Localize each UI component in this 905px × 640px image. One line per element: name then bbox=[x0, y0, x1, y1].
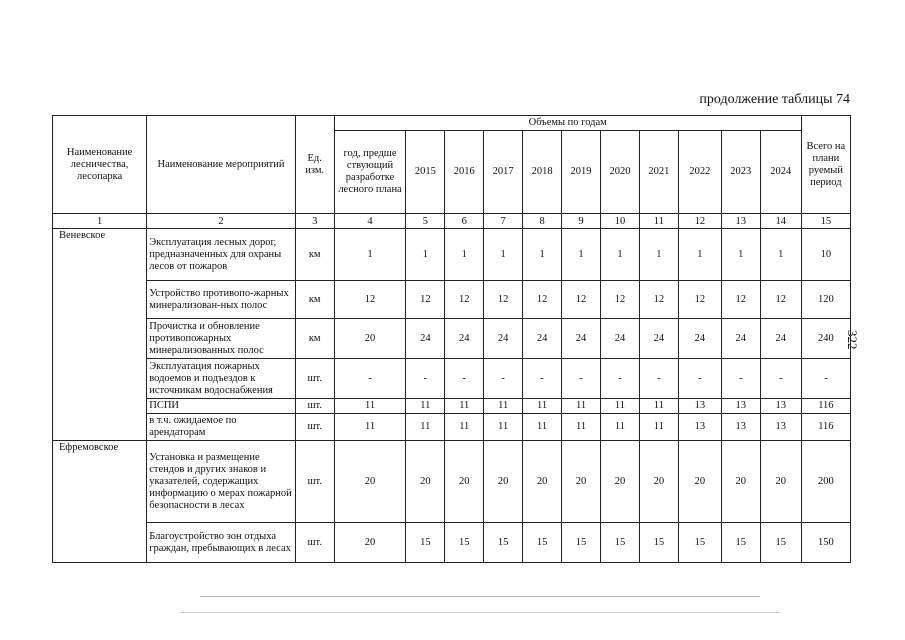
year-value-cell: 15 bbox=[562, 523, 601, 563]
fire-safety-measures-table bbox=[52, 115, 851, 563]
year-value-cell: 1 bbox=[523, 229, 562, 281]
year-value-cell: 11 bbox=[639, 399, 678, 414]
year-value-cell: 12 bbox=[760, 281, 801, 319]
year-value-cell: 11 bbox=[600, 399, 639, 414]
year-value-cell: 20 bbox=[678, 441, 721, 523]
year-value-cell: 24 bbox=[600, 319, 639, 359]
year-value-cell: 12 bbox=[721, 281, 760, 319]
header-year-2015: 2015 bbox=[406, 131, 445, 214]
total-cell: 116 bbox=[801, 399, 850, 414]
table-row bbox=[53, 319, 851, 359]
year-value-cell: 11 bbox=[406, 414, 445, 441]
column-number: 3 bbox=[295, 214, 334, 229]
prior-year-cell: 20 bbox=[334, 523, 406, 563]
year-value-cell: 20 bbox=[721, 441, 760, 523]
year-value-cell: 11 bbox=[562, 399, 601, 414]
year-value-cell: 1 bbox=[639, 229, 678, 281]
year-value-cell: 20 bbox=[484, 441, 523, 523]
page-number: 322 bbox=[845, 330, 860, 350]
header-total: Всего на плани руемый период bbox=[801, 116, 850, 214]
year-value-cell: - bbox=[600, 359, 639, 399]
year-value-cell: - bbox=[406, 359, 445, 399]
unit-cell: км bbox=[295, 319, 334, 359]
total-cell: 150 bbox=[801, 523, 850, 563]
year-value-cell: 11 bbox=[562, 414, 601, 441]
unit-cell: км bbox=[295, 281, 334, 319]
table-row bbox=[53, 441, 851, 523]
forestry-cell bbox=[53, 414, 147, 441]
column-number: 12 bbox=[678, 214, 721, 229]
year-value-cell: - bbox=[760, 359, 801, 399]
column-number: 4 bbox=[334, 214, 406, 229]
year-value-cell: 13 bbox=[721, 414, 760, 441]
year-value-cell: 13 bbox=[721, 399, 760, 414]
unit-cell: шт. bbox=[295, 523, 334, 563]
year-value-cell: 15 bbox=[600, 523, 639, 563]
activity-cell: ПСПИ bbox=[147, 399, 296, 414]
year-value-cell: 15 bbox=[523, 523, 562, 563]
year-value-cell: 15 bbox=[639, 523, 678, 563]
year-value-cell: 20 bbox=[406, 441, 445, 523]
total-cell: 240 bbox=[801, 319, 850, 359]
year-value-cell: 24 bbox=[523, 319, 562, 359]
year-value-cell: 15 bbox=[678, 523, 721, 563]
year-value-cell: 12 bbox=[523, 281, 562, 319]
activity-cell: Устройство противопо-жарных минерализован-ных полос bbox=[147, 281, 296, 319]
table-row bbox=[53, 229, 851, 281]
year-value-cell: 13 bbox=[760, 414, 801, 441]
year-value-cell: 20 bbox=[445, 441, 484, 523]
activity-cell: Эксплуатация пожарных водоемов и подъездов к источникам водоснабжения bbox=[147, 359, 296, 399]
prior-year-cell: 11 bbox=[334, 399, 406, 414]
activity-cell: Прочистка и обновление противопожарных минерализованных полос bbox=[147, 319, 296, 359]
column-number: 14 bbox=[760, 214, 801, 229]
year-value-cell: 11 bbox=[484, 399, 523, 414]
year-value-cell: 20 bbox=[600, 441, 639, 523]
column-number: 6 bbox=[445, 214, 484, 229]
table-row bbox=[53, 281, 851, 319]
column-number: 10 bbox=[600, 214, 639, 229]
header-unit: Ед. изм. bbox=[295, 116, 334, 214]
year-value-cell: 12 bbox=[445, 281, 484, 319]
year-value-cell: 1 bbox=[406, 229, 445, 281]
year-value-cell: - bbox=[562, 359, 601, 399]
year-value-cell: 13 bbox=[678, 399, 721, 414]
year-value-cell: 15 bbox=[445, 523, 484, 563]
table-row bbox=[53, 414, 851, 441]
year-value-cell: 11 bbox=[523, 399, 562, 414]
year-value-cell: 24 bbox=[445, 319, 484, 359]
year-value-cell: 11 bbox=[445, 414, 484, 441]
year-value-cell: - bbox=[484, 359, 523, 399]
unit-cell: шт. bbox=[295, 359, 334, 399]
unit-cell: км bbox=[295, 229, 334, 281]
year-value-cell: 1 bbox=[678, 229, 721, 281]
header-year-2016: 2016 bbox=[445, 131, 484, 214]
unit-cell: шт. bbox=[295, 441, 334, 523]
column-number: 8 bbox=[523, 214, 562, 229]
header-year-2023: 2023 bbox=[721, 131, 760, 214]
year-value-cell: 12 bbox=[639, 281, 678, 319]
total-cell: - bbox=[801, 359, 850, 399]
year-value-cell: - bbox=[678, 359, 721, 399]
scan-noise-line bbox=[180, 612, 780, 613]
year-value-cell: 24 bbox=[639, 319, 678, 359]
header-forestry: Наименование лесничества, лесопарка bbox=[53, 116, 147, 214]
year-value-cell: 24 bbox=[760, 319, 801, 359]
header-year-2017: 2017 bbox=[484, 131, 523, 214]
table-row bbox=[53, 359, 851, 399]
year-value-cell: 24 bbox=[678, 319, 721, 359]
year-value-cell: 12 bbox=[484, 281, 523, 319]
header-volumes-by-year: Объемы по годам bbox=[334, 116, 801, 131]
total-cell: 120 bbox=[801, 281, 850, 319]
year-value-cell: 11 bbox=[484, 414, 523, 441]
header-year-2024: 2024 bbox=[760, 131, 801, 214]
year-value-cell: 24 bbox=[721, 319, 760, 359]
year-value-cell: 1 bbox=[760, 229, 801, 281]
column-number: 9 bbox=[562, 214, 601, 229]
year-value-cell: 1 bbox=[562, 229, 601, 281]
year-value-cell: 1 bbox=[721, 229, 760, 281]
year-value-cell: - bbox=[445, 359, 484, 399]
column-number: 1 bbox=[53, 214, 147, 229]
year-value-cell: 12 bbox=[406, 281, 445, 319]
year-value-cell: 1 bbox=[600, 229, 639, 281]
forestry-cell bbox=[53, 399, 147, 414]
prior-year-cell: 20 bbox=[334, 441, 406, 523]
header-year-2019: 2019 bbox=[562, 131, 601, 214]
column-number: 11 bbox=[639, 214, 678, 229]
prior-year-cell: 12 bbox=[334, 281, 406, 319]
forestry-cell bbox=[53, 359, 147, 399]
forestry-cell bbox=[53, 523, 147, 563]
year-value-cell: 20 bbox=[562, 441, 601, 523]
header-year-prior: год, предше ствующий разработке лесного плана bbox=[334, 131, 406, 214]
year-value-cell: 11 bbox=[600, 414, 639, 441]
prior-year-cell: - bbox=[334, 359, 406, 399]
column-number: 2 bbox=[147, 214, 296, 229]
year-value-cell: 15 bbox=[484, 523, 523, 563]
table-row bbox=[53, 399, 851, 414]
header-activity: Наименование мероприятий bbox=[147, 116, 296, 214]
year-value-cell: 11 bbox=[406, 399, 445, 414]
year-value-cell: 11 bbox=[523, 414, 562, 441]
column-number: 13 bbox=[721, 214, 760, 229]
year-value-cell: 24 bbox=[406, 319, 445, 359]
activity-cell: в т.ч. ожидаемое по арендаторам bbox=[147, 414, 296, 441]
year-value-cell: 12 bbox=[562, 281, 601, 319]
column-number: 5 bbox=[406, 214, 445, 229]
prior-year-cell: 1 bbox=[334, 229, 406, 281]
year-value-cell: 11 bbox=[639, 414, 678, 441]
year-value-cell: 24 bbox=[562, 319, 601, 359]
year-value-cell: 15 bbox=[721, 523, 760, 563]
total-cell: 200 bbox=[801, 441, 850, 523]
year-value-cell: 11 bbox=[445, 399, 484, 414]
year-value-cell: 1 bbox=[445, 229, 484, 281]
forestry-cell: Веневское bbox=[53, 229, 147, 281]
table-continuation-label: продолжение таблицы 74 bbox=[699, 92, 850, 107]
total-cell: 116 bbox=[801, 414, 850, 441]
activity-cell: Эксплуатация лесных дорог, предназначенных для охраны лесов от пожаров bbox=[147, 229, 296, 281]
prior-year-cell: 11 bbox=[334, 414, 406, 441]
year-value-cell: 15 bbox=[760, 523, 801, 563]
year-value-cell: - bbox=[721, 359, 760, 399]
year-value-cell: 12 bbox=[600, 281, 639, 319]
column-number: 7 bbox=[484, 214, 523, 229]
year-value-cell: 15 bbox=[406, 523, 445, 563]
header-year-2020: 2020 bbox=[600, 131, 639, 214]
activity-cell: Благоустройство зон отдыха граждан, пребывающих в лесах bbox=[147, 523, 296, 563]
table-row bbox=[53, 523, 851, 563]
year-value-cell: 13 bbox=[678, 414, 721, 441]
year-value-cell: 20 bbox=[639, 441, 678, 523]
forestry-cell: Ефремовское bbox=[53, 441, 147, 523]
forestry-cell bbox=[53, 281, 147, 319]
year-value-cell: 20 bbox=[760, 441, 801, 523]
year-value-cell: 12 bbox=[678, 281, 721, 319]
header-year-2022: 2022 bbox=[678, 131, 721, 214]
year-value-cell: 1 bbox=[484, 229, 523, 281]
forestry-cell bbox=[53, 319, 147, 359]
header-year-2021: 2021 bbox=[639, 131, 678, 214]
unit-cell: шт. bbox=[295, 414, 334, 441]
activity-cell: Установка и размещение стендов и других знаков и указателей, содержащих информацию о мерах пожарной безопасности в лесах bbox=[147, 441, 296, 523]
year-value-cell: - bbox=[639, 359, 678, 399]
year-value-cell: 24 bbox=[484, 319, 523, 359]
year-value-cell: 20 bbox=[523, 441, 562, 523]
prior-year-cell: 20 bbox=[334, 319, 406, 359]
unit-cell: шт. bbox=[295, 399, 334, 414]
scan-noise-line bbox=[200, 596, 760, 597]
header-year-2018: 2018 bbox=[523, 131, 562, 214]
column-number: 15 bbox=[801, 214, 850, 229]
total-cell: 10 bbox=[801, 229, 850, 281]
year-value-cell: - bbox=[523, 359, 562, 399]
year-value-cell: 13 bbox=[760, 399, 801, 414]
